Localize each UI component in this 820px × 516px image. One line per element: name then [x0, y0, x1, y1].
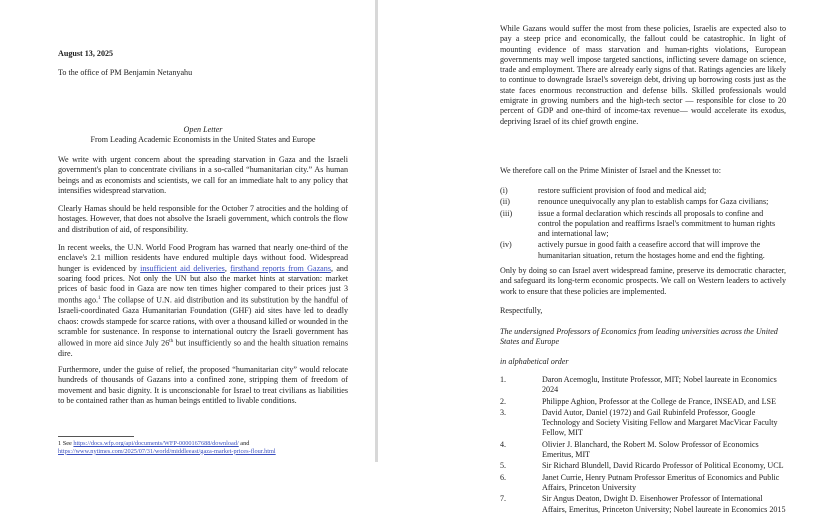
paragraph-food-crisis-text-c: The collapse of U.N. aid distribution and its substitution by the handful of Israeli-coordinated Gaza Humanitarian Foundation (GHF) aid sites have led to deadly chaos: crowds stampede for scarce rations, with over a thousand killed or wounded in the scramble for sustenance. In response to international outcry the Israeli government has allowed in more aid since July 26	[58, 296, 348, 349]
signer-item-number: 1.	[500, 375, 507, 384]
demand-item	[500, 240, 786, 261]
demands-list	[500, 186, 786, 262]
signer-item-text: Olivier J. Blanchard, the Robert M. Solow Professor of Economics Emeritus, MIT	[542, 439, 759, 460]
call-to-action: We therefore call on the Prime Minister of Israel and the Knesset to:	[500, 166, 721, 175]
signer-item	[500, 461, 786, 471]
signer-item-text: Sir Richard Blundell, David Ricardo Professor of Political Economy, UCL	[542, 461, 784, 471]
signer-item-number: 5.	[500, 461, 507, 471]
letter-page-left	[0, 0, 375, 462]
paragraph-hamas-responsibility: Clearly Hamas should be held responsible for the October 7 atrocities and the holding of hostages. However, that does not absolve the Israeli government, which controls the flow and distribution of aid, of responsibility.	[58, 204, 348, 234]
demand-item-number: (ii)	[500, 197, 510, 207]
paragraph-avert-famine: Only by doing so can Israel avert widespread famine, preserve its democratic character, and safeguard its long-term economic prospects. We call on Western leaders to actively work to ensure that these policies are implemented.	[500, 266, 786, 296]
demand-item-number: (iv)	[500, 240, 512, 250]
signer-item-number: 6.	[500, 472, 507, 482]
paragraph-food-crisis-text-d: but insufficiently so and the health situation remains dire.	[58, 339, 348, 359]
firsthand-reports-link[interactable]: firsthand reports from Gazans	[230, 263, 331, 273]
ordinal-suffix: th	[169, 339, 174, 345]
signer-item	[500, 440, 786, 461]
paragraph-starvation-concern: We write with urgent concern about the spreading starvation in Gaza and the Israeli government's plan to concentrate civilians in a so-called “humanitarian city.” As human beings and as economists and scientists, we call for an immediate halt to any policy that intensifies widespread starvation.	[58, 155, 348, 195]
paragraph-food-crisis-text-b: , and soaring food prices. Not only the UN but also the market hints at starvation: market prices of basic food in Gaza are now ten times higher compared to their prices just 3 months ago.	[58, 263, 349, 306]
footnote	[58, 440, 358, 455]
footnote-wfp-link[interactable]: https://docs.wfp.org/api/documents/WFP-0000167688/download/	[73, 440, 239, 447]
demand-item-text: restore sufficient provision of food and medical aid;	[538, 186, 707, 195]
demand-item-text: issue a formal declaration which rescinds all proposals to confine and control the population and reaffirms Israel's commitment to human rights and international law;	[538, 208, 776, 239]
signer-item	[500, 494, 786, 515]
paragraph-food-crisis	[58, 243, 348, 360]
footnote-nytimes-link[interactable]: https://www.nytimes.com/2025/07/31/world/middleeast/gaza-market-prices-flour.html	[58, 447, 276, 455]
signer-item-text: Janet Currie, Henry Putnam Professor Emeritus of Economics and Public Affairs, Princeton University	[542, 472, 780, 492]
paragraph-humanitarian-city: Furthermore, under the guise of relief, the proposed “humanitarian city” would relocate hundreds of thousands of Gazans into a confined zone, stripping them of freedom of movement and basic dignity. It is unconscionable for Israel to treat civilians as liabilities to be contained rather than as human beings entitled to livable conditions.	[58, 365, 348, 405]
closing: Respectfully,	[500, 306, 543, 315]
demand-item-number: (i)	[500, 186, 508, 195]
signer-item-number: 7.	[500, 494, 507, 504]
signer-item-number: 4.	[500, 439, 507, 449]
footnote-rule	[58, 436, 134, 437]
letter-heading: Open Letter	[183, 125, 223, 134]
signers-intro: The undersigned Professors of Economics from leading universities across the United States and Europe	[500, 327, 778, 347]
insufficient-aid-deliveries-link[interactable]: insufficient aid deliveries	[140, 263, 225, 273]
signer-item	[500, 408, 786, 439]
letter-subheading: From Leading Academic Economists in the United States and Europe	[90, 135, 316, 144]
paragraph-economic-fallout: While Gazans would suffer the most from these policies, Israelis are expected also to pay a steep price and economically, the fallout could be catastrophic. In light of mounting evidence of mass starvation and human-rights violations, European governments may well impose targeted sanctions, inflicting severe damage on science, trade and employment. There are already early signs of that. Ratings agencies are likely to continue to downgrade Israel's sovereign debt, driving up borrowing costs just as the state faces enormous reconstruction and defense bills. Skilled professionals would emigrate in growing numbers and the high-tech sector — responsible for close to 20 percent of GDP and one-third of income-tax revenue— would accelerate its exodus, depriving Israel of its chief growth engine.	[500, 24, 786, 126]
demand-item	[500, 209, 786, 240]
link-separator: ,	[224, 263, 231, 273]
signer-item-text: Philippe Aghion, Professor at the College de France, INSEAD, and LSE	[542, 396, 777, 406]
demand-item-text: renounce unequivocally any plan to establish camps for Gaza civilians;	[538, 197, 769, 207]
signer-item-number: 2.	[500, 396, 507, 406]
letter-addressee: To the office of PM Benjamin Netanyahu	[58, 68, 193, 77]
footnote-marker: 1	[98, 296, 101, 302]
signer-item	[500, 397, 786, 407]
signer-item-text: Daron Acemoglu, Institute Professor, MIT; Nobel laureate in Economics 2024	[542, 375, 777, 395]
demand-item-number: (iii)	[500, 208, 513, 218]
demand-item	[500, 186, 786, 196]
signers-list	[500, 375, 786, 516]
paragraph-food-crisis-text-a: In recent weeks, the U.N. World Food Program has warned that nearly one-third of the enclave's 2.1 million residents have endured multiple days without food. Widespread hunger is evidenced by	[58, 243, 348, 273]
footnote-label: 1 See	[58, 440, 74, 447]
demand-item	[500, 197, 786, 207]
demand-item-text: actively pursue in good faith a ceasefire accord that will improve the humanitarian situation, return the hostages home and end the fighting.	[538, 240, 765, 260]
order-note: in alphabetical order	[500, 357, 569, 366]
signer-item-text: David Autor, Daniel (1972) and Gail Rubinfeld Professor, Google Technology and Society Visiting Fellow and Margaret MacVicar Faculty Fellow, MIT	[542, 407, 778, 438]
footnote-and: and	[238, 440, 250, 447]
signer-item	[500, 375, 786, 396]
signer-item	[500, 473, 786, 494]
letter-date: August 13, 2025	[58, 49, 114, 58]
letter-page-right	[378, 0, 820, 514]
signer-item-text: Sir Angus Deaton, Dwight D. Eisenhower Professor of International Affairs, Emeritus, Princeton University; Nobel laureate in Economics 2015	[542, 494, 786, 514]
signer-item-number: 3.	[500, 407, 507, 417]
